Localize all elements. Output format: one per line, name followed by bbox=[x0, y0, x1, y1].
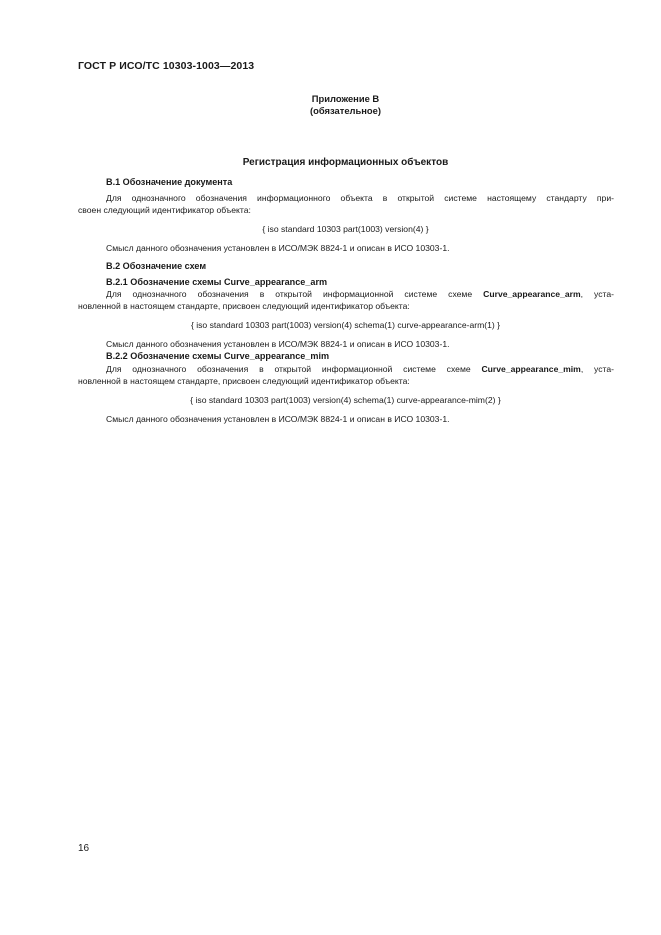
b22-paragraph-line1 bbox=[78, 364, 614, 374]
heading-b2: В.2 Обозначение схем bbox=[106, 261, 207, 271]
heading-b1: В.1 Обозначение документа bbox=[106, 177, 233, 187]
b22-text-post: , уста- bbox=[580, 364, 614, 374]
b1-paragraph-line2: своен следующий идентификатор объекта: bbox=[78, 205, 251, 215]
b21-text-post: , уста- bbox=[580, 289, 614, 299]
b22-paragraph-line2: новленной в настоящем стандарте, присвоен следующий идентификатор объекта: bbox=[78, 376, 410, 386]
page-number: 16 bbox=[78, 843, 90, 854]
b1-meaning: Смысл данного обозначения установлен в ИСО/МЭК 8824-1 и описан в ИСО 10303-1. bbox=[106, 243, 450, 253]
b21-paragraph-line2: новленной в настоящем стандарте, присвоен следующий идентификатор объекта: bbox=[78, 301, 410, 311]
section-title: Регистрация информационных объектов bbox=[242, 157, 449, 168]
heading-b21: В.2.1 Обозначение схемы Curve_appearance_arm bbox=[106, 277, 328, 287]
b21-meaning: Смысл данного обозначения установлен в ИСО/МЭК 8824-1 и описан в ИСО 10303-1. bbox=[106, 339, 450, 349]
b21-paragraph-line1 bbox=[78, 289, 614, 299]
heading-b22: В.2.2 Обозначение схемы Curve_appearance_mim bbox=[106, 351, 330, 361]
b22-meaning: Смысл данного обозначения установлен в ИСО/МЭК 8824-1 и описан в ИСО 10303-1. bbox=[106, 414, 450, 424]
b22-schema-name: Curve_appearance_mim bbox=[481, 364, 581, 374]
b1-identifier: { iso standard 10303 part(1003) version(4) } bbox=[262, 224, 429, 234]
document-header: ГОСТ Р ИСО/ТС 10303-1003—2013 bbox=[78, 60, 255, 72]
annex-status: (обязательное) bbox=[310, 105, 381, 116]
b21-text-pre: Для однозначного обозначения в открытой информационной системе схеме bbox=[106, 289, 484, 299]
annex-title: Приложение В bbox=[311, 93, 380, 104]
b22-text-pre: Для однозначного обозначения в открытой информационной системе схеме bbox=[106, 364, 482, 374]
b21-identifier: { iso standard 10303 part(1003) version(4) schema(1) curve-appearance-arm(1) } bbox=[190, 320, 501, 330]
b1-paragraph-line1: Для однозначного обозначения информационного объекта в открытой системе настоящему стандарту при- bbox=[106, 193, 614, 203]
b21-schema-name: Curve_appearance_arm bbox=[483, 289, 581, 299]
b22-identifier: { iso standard 10303 part(1003) version(4) schema(1) curve-appearance-mim(2) } bbox=[190, 395, 501, 405]
